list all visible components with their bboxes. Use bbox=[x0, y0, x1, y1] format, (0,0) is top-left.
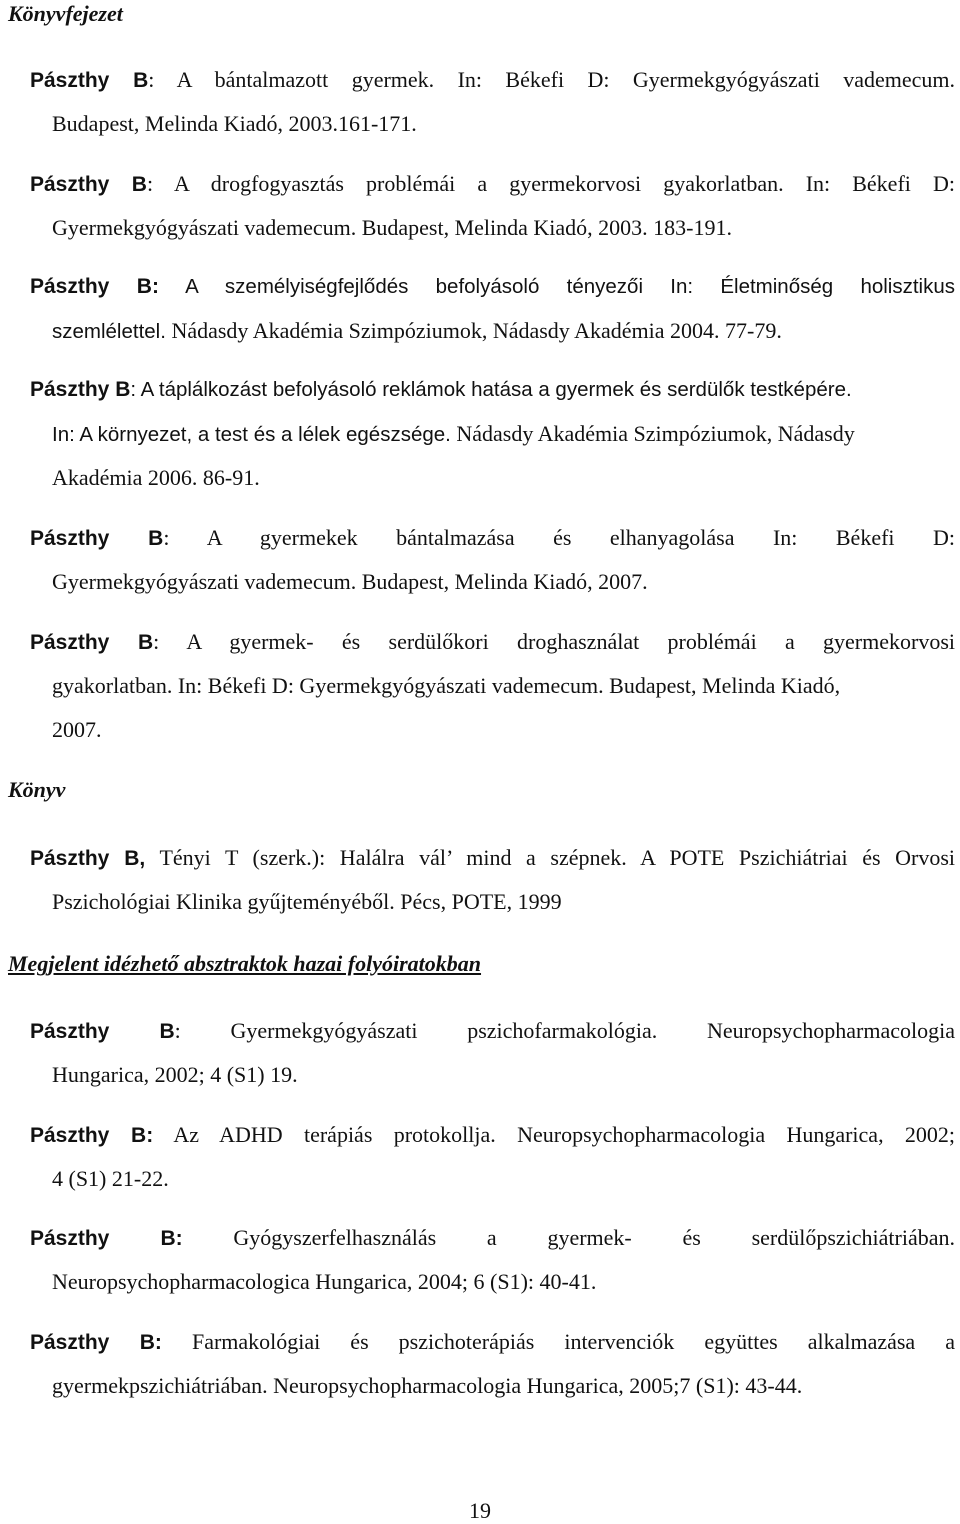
entry-line: Gyermekgyógyászati vademecum. Budapest, Melinda Kiadó, 2007. bbox=[52, 569, 648, 594]
page-number: 19 bbox=[469, 1498, 491, 1523]
entry-author: Pászthy B, bbox=[30, 847, 146, 870]
entry-line: 2007. bbox=[52, 717, 102, 742]
entry-author: Pászthy B: bbox=[30, 1124, 154, 1147]
entry-line bbox=[30, 1009, 955, 1053]
entry-text: Nádasdy Akadémia Szimpóziumok, Nádasdy Akadémia 2004. 77-79. bbox=[165, 318, 782, 343]
book-entry bbox=[30, 836, 955, 924]
abstract-entry-3 bbox=[30, 1216, 955, 1304]
entry-text: : A drogfogyasztás problémái a gyermekorvosi gyakorlatban. In: Békefi D: bbox=[146, 171, 955, 196]
entry-line: Pszichológiai Klinika gyűjteményéből. Pécs, POTE, 1999 bbox=[52, 889, 562, 914]
entry-line bbox=[30, 516, 955, 560]
abstract-entry-2 bbox=[30, 1113, 955, 1201]
entry-text: A személyiségfejlődés befolyásoló tényezői In: Életminőség holisztikus bbox=[158, 275, 956, 298]
entry-line: gyakorlatban. In: Békefi D: Gyermekgyógyászati vademecum. Budapest, Melinda Kiadó, bbox=[52, 673, 841, 698]
entry-author: Pászthy B: bbox=[30, 1227, 183, 1250]
entry-text: Tényi T (szerk.): Halálra vál’ mind a szépnek. A POTE Pszichiátriai és Orvosi bbox=[145, 845, 956, 870]
entry-text: szemlélettel. bbox=[52, 320, 166, 343]
entry-line bbox=[30, 836, 955, 880]
heading-abstracts: Megjelent idézhető absztraktok hazai folyóiratokban bbox=[8, 951, 482, 976]
entry-line bbox=[30, 309, 955, 353]
entry-line bbox=[30, 58, 955, 102]
entry-line bbox=[30, 1320, 955, 1364]
entry-author: Pászthy B bbox=[30, 527, 164, 550]
entry-author: Pászthy B bbox=[30, 69, 149, 92]
entry-text: : A gyermek- és serdülőkori droghasználat problémái a gyermekorvosi bbox=[153, 629, 955, 654]
entry-line bbox=[30, 162, 955, 206]
entry-author: Pászthy B bbox=[30, 378, 131, 401]
entry-text: Gyógyszerfelhasználás a gyermek- és serdülőpszichiátriában. bbox=[182, 1225, 955, 1250]
entry-line bbox=[30, 1113, 955, 1157]
abstract-entry-1 bbox=[30, 1009, 955, 1097]
entry-text: : A táplálkozást befolyásoló reklámok hatása a gyermek és serdülők testképére. bbox=[130, 378, 852, 401]
entry-line bbox=[30, 620, 955, 664]
entry-text: : A bántalmazott gyermek. In: Békefi D: Gyermekgyógyászati vademecum. bbox=[148, 67, 955, 92]
heading-book: Könyv bbox=[8, 777, 66, 802]
entry-text: Farmakológiai és pszichoterápiás intervenciók együttes alkalmazása a bbox=[161, 1329, 955, 1354]
entry-text: Az ADHD terápiás protokollja. Neuropsychopharmacologia Hungarica, 2002; bbox=[153, 1122, 956, 1147]
entry-line: 4 (S1) 21-22. bbox=[52, 1166, 169, 1191]
entry-line: Gyermekgyógyászati vademecum. Budapest, Melinda Kiadó, 2003. 183-191. bbox=[52, 215, 733, 240]
entry-text: : A gyermekek bántalmazása és elhanyagolása In: Békefi D: bbox=[163, 525, 955, 550]
abstract-entry-4 bbox=[30, 1320, 955, 1408]
entry-line: Neuropsychopharmacologica Hungarica, 2004; 6 (S1): 40-41. bbox=[52, 1269, 597, 1294]
entry-line: Akadémia 2006. 86-91. bbox=[52, 465, 260, 490]
entry-author: Pászthy B bbox=[30, 631, 154, 654]
entry-author: Pászthy B: bbox=[30, 1331, 162, 1354]
entry-line: gyermekpszichiátriában. Neuropsychopharmacologia Hungarica, 2005;7 (S1): 43-44. bbox=[52, 1373, 803, 1398]
chapter-entry-1 bbox=[30, 58, 955, 146]
entry-line bbox=[30, 1216, 955, 1260]
entry-text: : Gyermekgyógyászati pszichofarmakológia. Neuropsychopharmacologia bbox=[174, 1018, 955, 1043]
entry-line bbox=[30, 412, 955, 456]
chapter-entry-4 bbox=[30, 368, 955, 500]
chapter-entry-5 bbox=[30, 516, 955, 604]
entry-line: Budapest, Melinda Kiadó, 2003.161-171. bbox=[52, 111, 417, 136]
entry-line bbox=[30, 368, 955, 412]
entry-author: Pászthy B bbox=[30, 173, 147, 196]
entry-line: Hungarica, 2002; 4 (S1) 19. bbox=[52, 1062, 298, 1087]
heading-book-chapter: Könyvfejezet bbox=[8, 1, 123, 26]
entry-author: Pászthy B: bbox=[30, 275, 159, 298]
entry-author: Pászthy B bbox=[30, 1020, 175, 1043]
entry-text: Nádasdy Akadémia Szimpóziumok, Nádasdy bbox=[450, 421, 855, 446]
entry-line bbox=[30, 265, 955, 309]
chapter-entry-3 bbox=[30, 265, 955, 353]
chapter-entry-2 bbox=[30, 162, 955, 250]
chapter-entry-6 bbox=[30, 620, 955, 752]
entry-text: In: A környezet, a test és a lélek egészsége. bbox=[52, 423, 451, 446]
